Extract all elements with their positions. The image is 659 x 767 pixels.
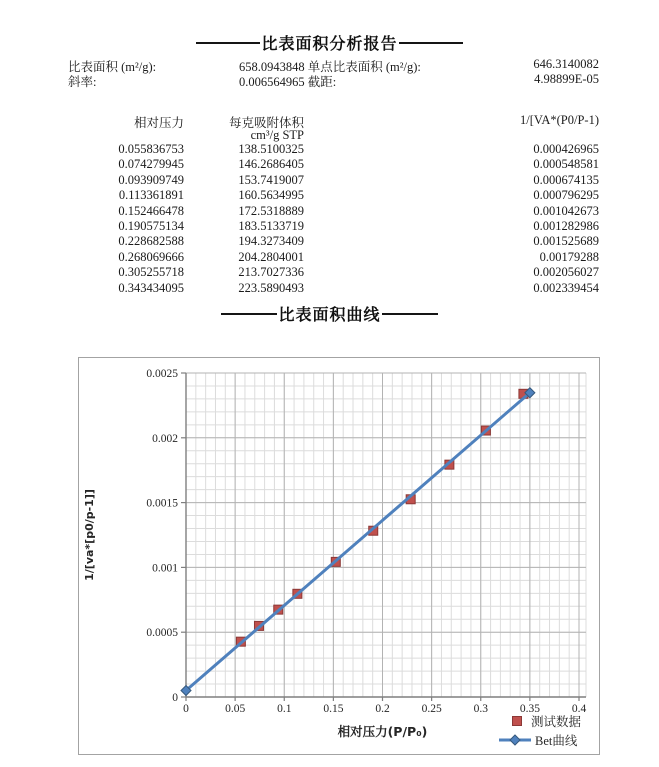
legend-label-bet-curve: Bet曲线 [535, 734, 578, 748]
legend-diamond-icon [510, 735, 520, 745]
slope-value-and-intercept-label [239, 72, 336, 90]
legend-label-test-data: 测试数据 [531, 715, 582, 729]
cell-relative-pressure: 0.343434095 [118, 280, 184, 295]
cell-bet-transform: 0.001525689 [533, 234, 599, 249]
summary-row-slope [0, 72, 659, 87]
intercept-value: 4.98899E-05 [534, 72, 599, 86]
y-tick-label: 0.0025 [146, 368, 178, 380]
cell-adsorbed-volume: 138.5100325 [238, 142, 304, 156]
table-row [0, 142, 659, 157]
table-row [0, 173, 659, 188]
title-rule-right [399, 42, 463, 44]
legend-square-icon [513, 717, 522, 726]
y-tick-label: 0.001 [152, 562, 178, 575]
summary-row-surface-area [0, 57, 659, 72]
slope-value: 0.006564965 [239, 75, 305, 89]
cell-relative-pressure: 0.074279945 [118, 157, 184, 172]
x-tick-label: 0.05 [225, 703, 246, 715]
cell-bet-transform: 0.001042673 [533, 203, 599, 218]
x-tick-label: 0 [183, 703, 189, 715]
cell-relative-pressure: 0.305255718 [118, 265, 184, 280]
cell-bet-transform: 0.000796295 [533, 188, 599, 203]
x-tick-label: 0.2 [375, 703, 390, 715]
x-tick-label: 0.15 [323, 703, 344, 715]
cell-relative-pressure: 0.093909749 [118, 172, 184, 187]
cell-bet-transform: 0.002339454 [533, 280, 599, 295]
singlepoint-label: 单点比表面积 (m²/g): [307, 60, 421, 74]
y-axis-title: 1/[va*[p0/p-1]] [83, 489, 96, 581]
cell-adsorbed-volume: 183.5133719 [238, 218, 304, 233]
cell-relative-pressure: 0.055836753 [118, 142, 184, 156]
table-body [0, 142, 659, 296]
bet-chart [79, 358, 599, 754]
singlepoint-value: 646.3140082 [533, 57, 599, 71]
table-row [0, 188, 659, 203]
y-tick-label: 0.0005 [146, 627, 178, 640]
surface-area-value: 658.0943848 [239, 60, 305, 74]
table-unit-row [0, 128, 659, 143]
cell-adsorbed-volume: 194.3273409 [238, 234, 304, 249]
table-row [0, 204, 659, 219]
curve-title-rule-left [221, 313, 277, 315]
table-row [0, 281, 659, 296]
cell-relative-pressure: 0.152466478 [118, 203, 184, 218]
intercept-label: 截距: [307, 75, 337, 89]
cell-adsorbed-volume: 213.7027336 [238, 265, 304, 280]
table-row [0, 234, 659, 249]
y-tick-label: 0.002 [152, 432, 178, 445]
table-row [0, 265, 659, 280]
x-axis-title: 相对压力(P/P₀) [337, 724, 428, 739]
surface-area-label: 比表面积 (m²/g): [68, 60, 157, 74]
table-row [0, 157, 659, 172]
chart-section-title: 比表面积曲线 [278, 307, 381, 324]
x-tick-label: 0.35 [519, 703, 540, 715]
header-relative-pressure: 相对压力 [133, 116, 184, 130]
table-row [0, 219, 659, 234]
cell-adsorbed-volume: 160.5634995 [238, 188, 304, 203]
chart-section-title-row [0, 302, 659, 325]
cell-bet-transform: 0.002056027 [533, 265, 599, 280]
title-rule-left [196, 42, 260, 44]
cell-adsorbed-volume: 146.2686405 [238, 157, 304, 172]
cell-relative-pressure: 0.268069666 [118, 249, 184, 264]
report-title: 比表面积分析报告 [261, 36, 398, 53]
unit-adsorbed-volume: cm³/g STP [250, 128, 304, 142]
x-tick-label: 0.1 [277, 703, 292, 715]
cell-adsorbed-volume: 204.2804001 [238, 249, 304, 264]
y-tick-label: 0.0015 [146, 497, 178, 510]
curve-title-rule-right [382, 313, 438, 315]
x-tick-label: 0.4 [571, 703, 587, 715]
cell-bet-transform: 0.000674135 [533, 172, 599, 187]
cell-bet-transform: 0.000548581 [533, 157, 599, 172]
x-tick-label: 0.3 [473, 703, 488, 715]
cell-bet-transform: 0.000426965 [533, 142, 599, 156]
cell-relative-pressure: 0.113361891 [118, 188, 184, 203]
cell-bet-transform: 0.00179288 [539, 249, 599, 264]
header-bet-transform: 1/[VA*(P0/P-1) [520, 113, 599, 127]
x-tick-label: 0.25 [421, 703, 442, 715]
report-title-row [0, 31, 659, 54]
cell-bet-transform: 0.001282986 [533, 218, 599, 233]
cell-adsorbed-volume: 172.5318889 [238, 203, 304, 218]
table-row [0, 250, 659, 265]
cell-relative-pressure: 0.228682588 [118, 234, 184, 249]
cell-adsorbed-volume: 223.5890493 [238, 280, 304, 295]
cell-relative-pressure: 0.190575134 [118, 218, 184, 233]
slope-label: 斜率: [68, 75, 97, 89]
chart-container [78, 357, 600, 755]
table-header-row [0, 113, 659, 128]
cell-adsorbed-volume: 153.7419007 [238, 172, 304, 187]
header-adsorbed-volume: 每克吸附体积 [228, 116, 304, 130]
y-tick-label: 0 [172, 692, 178, 704]
